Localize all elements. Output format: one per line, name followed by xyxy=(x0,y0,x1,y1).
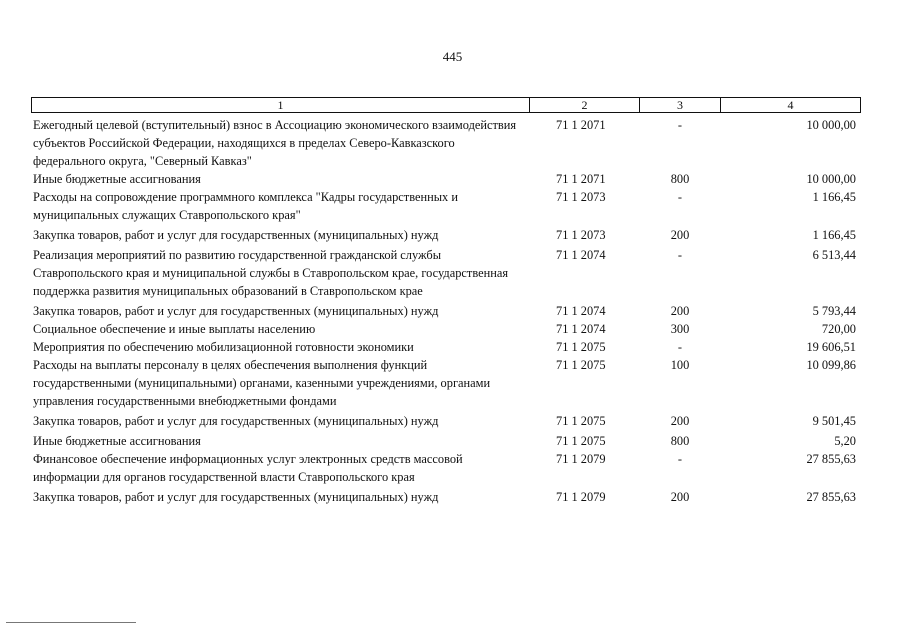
row-name: Иные бюджетные ассигнования xyxy=(33,434,201,448)
row-code: 71 1 2074 xyxy=(556,304,606,318)
row-amount: 720,00 xyxy=(821,322,856,336)
table-row xyxy=(0,450,905,486)
footnote-divider xyxy=(6,622,136,623)
table-row xyxy=(0,302,905,320)
row-code: 71 1 2075 xyxy=(556,340,606,354)
row-amount: 5,20 xyxy=(834,434,856,448)
row-code: 71 1 2075 xyxy=(556,434,606,448)
row-name: Закупка товаров, работ и услуг для государственных (муниципальных) нужд xyxy=(33,414,439,428)
row-type: 200 xyxy=(670,490,690,504)
header-col-4: 4 xyxy=(787,98,794,112)
row-amount: 10 000,00 xyxy=(806,172,856,186)
table-row xyxy=(0,356,905,410)
table-row xyxy=(0,170,905,188)
table-body xyxy=(0,116,905,506)
row-type: - xyxy=(677,452,683,466)
row-name: Иные бюджетные ассигнования xyxy=(33,172,201,186)
row-amount: 1 166,45 xyxy=(812,228,856,242)
row-code: 71 1 2073 xyxy=(556,190,606,204)
row-name: Реализация мероприятий по развитию государственной гражданской службы Ставропольского края и муниципальной службы в Ставропольском крае, государственная поддержка развития муниципальных образований в Ставропольском крае xyxy=(33,248,509,298)
table-row xyxy=(0,116,905,170)
row-name: Расходы на выплаты персоналу в целях обеспечения выполнения функций государственными (муниципальными) органами, казенными учреждениями, органами управления государственными внебюджетными фондами xyxy=(33,358,491,408)
table-header xyxy=(31,97,861,113)
row-code: 71 1 2079 xyxy=(556,490,606,504)
table-row xyxy=(0,226,905,244)
row-amount: 9 501,45 xyxy=(812,414,856,428)
row-name: Закупка товаров, работ и услуг для государственных (муниципальных) нужд xyxy=(33,304,439,318)
table-row xyxy=(0,246,905,300)
row-name: Мероприятия по обеспечению мобилизационной готовности экономики xyxy=(33,340,414,354)
row-amount: 27 855,63 xyxy=(806,452,856,466)
row-amount: 10 000,00 xyxy=(806,118,856,132)
table-row xyxy=(0,488,905,506)
row-name: Закупка товаров, работ и услуг для государственных (муниципальных) нужд xyxy=(33,228,439,242)
row-type: - xyxy=(677,248,683,262)
row-type: - xyxy=(677,118,683,132)
row-amount: 27 855,63 xyxy=(806,490,856,504)
row-type: 200 xyxy=(670,414,690,428)
row-type: 200 xyxy=(670,304,690,318)
row-code: 71 1 2075 xyxy=(556,414,606,428)
row-code: 71 1 2071 xyxy=(556,118,606,132)
row-name: Расходы на сопровождение программного комплекса "Кадры государственных и муниципальных служащих Ставропольского края" xyxy=(33,190,458,222)
row-code: 71 1 2073 xyxy=(556,228,606,242)
header-col-1: 1 xyxy=(277,98,284,112)
row-amount: 6 513,44 xyxy=(812,248,856,262)
table-row xyxy=(0,412,905,430)
header-col-3: 3 xyxy=(677,98,683,112)
row-name: Финансовое обеспечение информационных услуг электронных средств массовой информации для органов государственной власти Ставропольского края xyxy=(33,452,463,484)
row-type: - xyxy=(677,340,683,354)
table-row xyxy=(0,188,905,224)
table-row xyxy=(0,338,905,356)
row-code: 71 1 2071 xyxy=(556,172,606,186)
row-code: 71 1 2079 xyxy=(556,452,606,466)
row-amount: 19 606,51 xyxy=(806,340,856,354)
table-row xyxy=(0,320,905,338)
row-type: 800 xyxy=(670,434,690,448)
table-row xyxy=(0,432,905,450)
row-type: 100 xyxy=(670,358,690,372)
row-amount: 10 099,86 xyxy=(806,358,856,372)
row-code: 71 1 2075 xyxy=(556,358,606,372)
row-name: Социальное обеспечение и иные выплаты населению xyxy=(33,322,316,336)
row-amount: 5 793,44 xyxy=(812,304,856,318)
header-col-2: 2 xyxy=(581,98,588,112)
row-type: 200 xyxy=(670,228,690,242)
page-number: 445 xyxy=(442,49,463,64)
row-name: Закупка товаров, работ и услуг для государственных (муниципальных) нужд xyxy=(33,490,439,504)
row-code: 71 1 2074 xyxy=(556,248,606,262)
row-type: 800 xyxy=(670,172,690,186)
row-type: 300 xyxy=(670,322,690,336)
row-name: Ежегодный целевой (вступительный) взнос в Ассоциацию экономического взаимодействия субъектов Российской Федерации, находящихся в пределах Северо-Кавказского федерального округа, "Северный Кавказ" xyxy=(33,118,517,168)
row-amount: 1 166,45 xyxy=(812,190,856,204)
row-type: - xyxy=(677,190,683,204)
row-code: 71 1 2074 xyxy=(556,322,606,336)
